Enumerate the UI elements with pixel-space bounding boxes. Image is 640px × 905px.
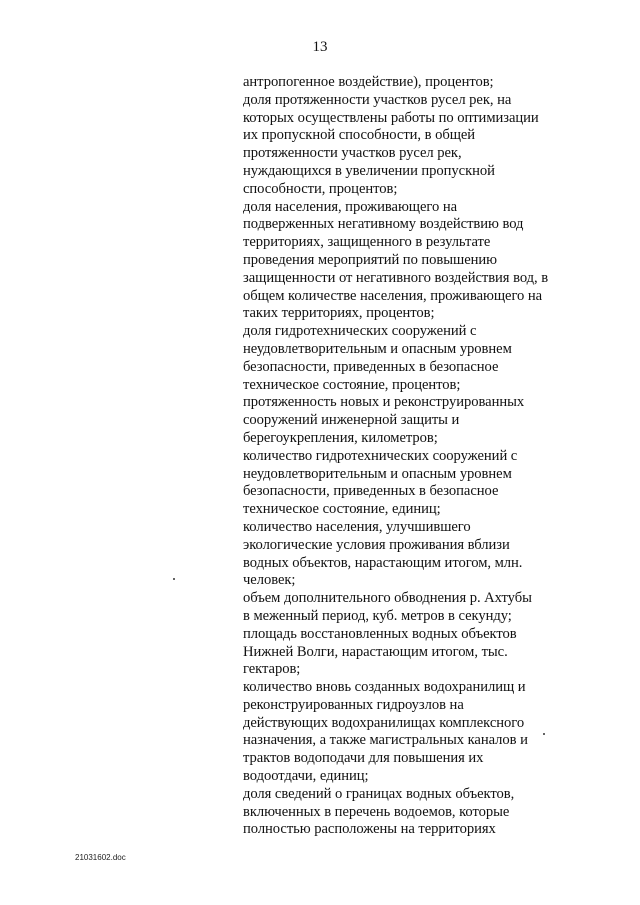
text-line: доля гидротехнических сооружений с	[243, 323, 477, 340]
text-line: протяженности участков русел рек,	[243, 145, 462, 162]
text-line: неудовлетворительным и опасным уровнем	[243, 340, 512, 357]
text-line: неудовлетворительным и опасным уровнем	[243, 465, 512, 482]
text-line: протяженность новых и реконструированных	[243, 394, 525, 411]
text-line: которых осуществлены работы по оптимизации	[243, 109, 539, 126]
text-line: доля сведений о границах водных объектов,	[243, 785, 515, 802]
text-line: берегоукрепления, километров;	[243, 429, 438, 446]
text-line: количество населения, улучшившего	[243, 518, 471, 535]
footer-filename: 21031602.doc	[75, 853, 126, 862]
text-line: безопасности, приведенных в безопасное	[243, 483, 499, 500]
text-line: человек;	[243, 572, 296, 589]
scan-speck	[173, 578, 175, 580]
text-line: проведения мероприятий по повышению	[243, 251, 498, 268]
text-line: площадь восстановленных водных объектов	[243, 625, 517, 642]
text-line: трактов водоподачи для повышения их	[243, 750, 484, 767]
text-line: гектаров;	[243, 661, 301, 678]
text-line: нуждающихся в увеличении пропускной	[243, 162, 495, 179]
text-line: таких территориях, процентов;	[243, 305, 435, 322]
text-line: включенных в перечень водоемов, которые	[243, 803, 510, 820]
text-line: действующих водохранилищах комплексного	[243, 714, 525, 731]
text-line: антропогенное воздействие), процентов;	[243, 74, 494, 90]
text-line: назначения, а также магистральных каналов и	[243, 732, 528, 749]
text-line: экологические условия проживания вблизи	[243, 536, 510, 553]
text-line: водоотдачи, единиц;	[243, 768, 369, 785]
scan-speck	[543, 733, 545, 735]
text-line: доля протяженности участков русел рек, на	[243, 91, 512, 108]
text-line: сооружений инженерной защиты и	[243, 412, 460, 429]
text-line: водных объектов, нарастающим итогом, млн.	[243, 554, 523, 571]
text-line: реконструированных гидроузлов на	[243, 696, 464, 713]
text-line: их пропускной способности, в общей	[243, 127, 476, 144]
text-line: безопасности, приведенных в безопасное	[243, 358, 499, 375]
body-text	[243, 74, 623, 839]
text-line: техническое состояние, процентов;	[243, 376, 461, 393]
text-line: Нижней Волги, нарастающим итогом, тыс.	[243, 643, 508, 660]
text-line: в меженный период, куб. метров в секунду;	[243, 607, 512, 624]
text-line: защищенности от негативного воздействия вод, в	[243, 269, 549, 286]
text-line: полностью расположены на территориях	[243, 821, 496, 838]
page-number: 13	[312, 39, 328, 55]
text-line: количество гидротехнических сооружений с	[243, 447, 518, 464]
text-line: количество вновь созданных водохранилищ и	[243, 679, 526, 696]
text-line: территориях, защищенного в результате	[243, 234, 491, 251]
text-line: способности, процентов;	[243, 180, 398, 197]
text-line: доля населения, проживающего на	[243, 198, 458, 215]
text-line: общем количестве населения, проживающего на	[243, 287, 543, 304]
text-line: подверженных негативному воздействию вод	[243, 216, 524, 233]
text-line: объем дополнительного обводнения р. Ахтубы	[243, 590, 532, 607]
text-line: техническое состояние, единиц;	[243, 501, 441, 518]
